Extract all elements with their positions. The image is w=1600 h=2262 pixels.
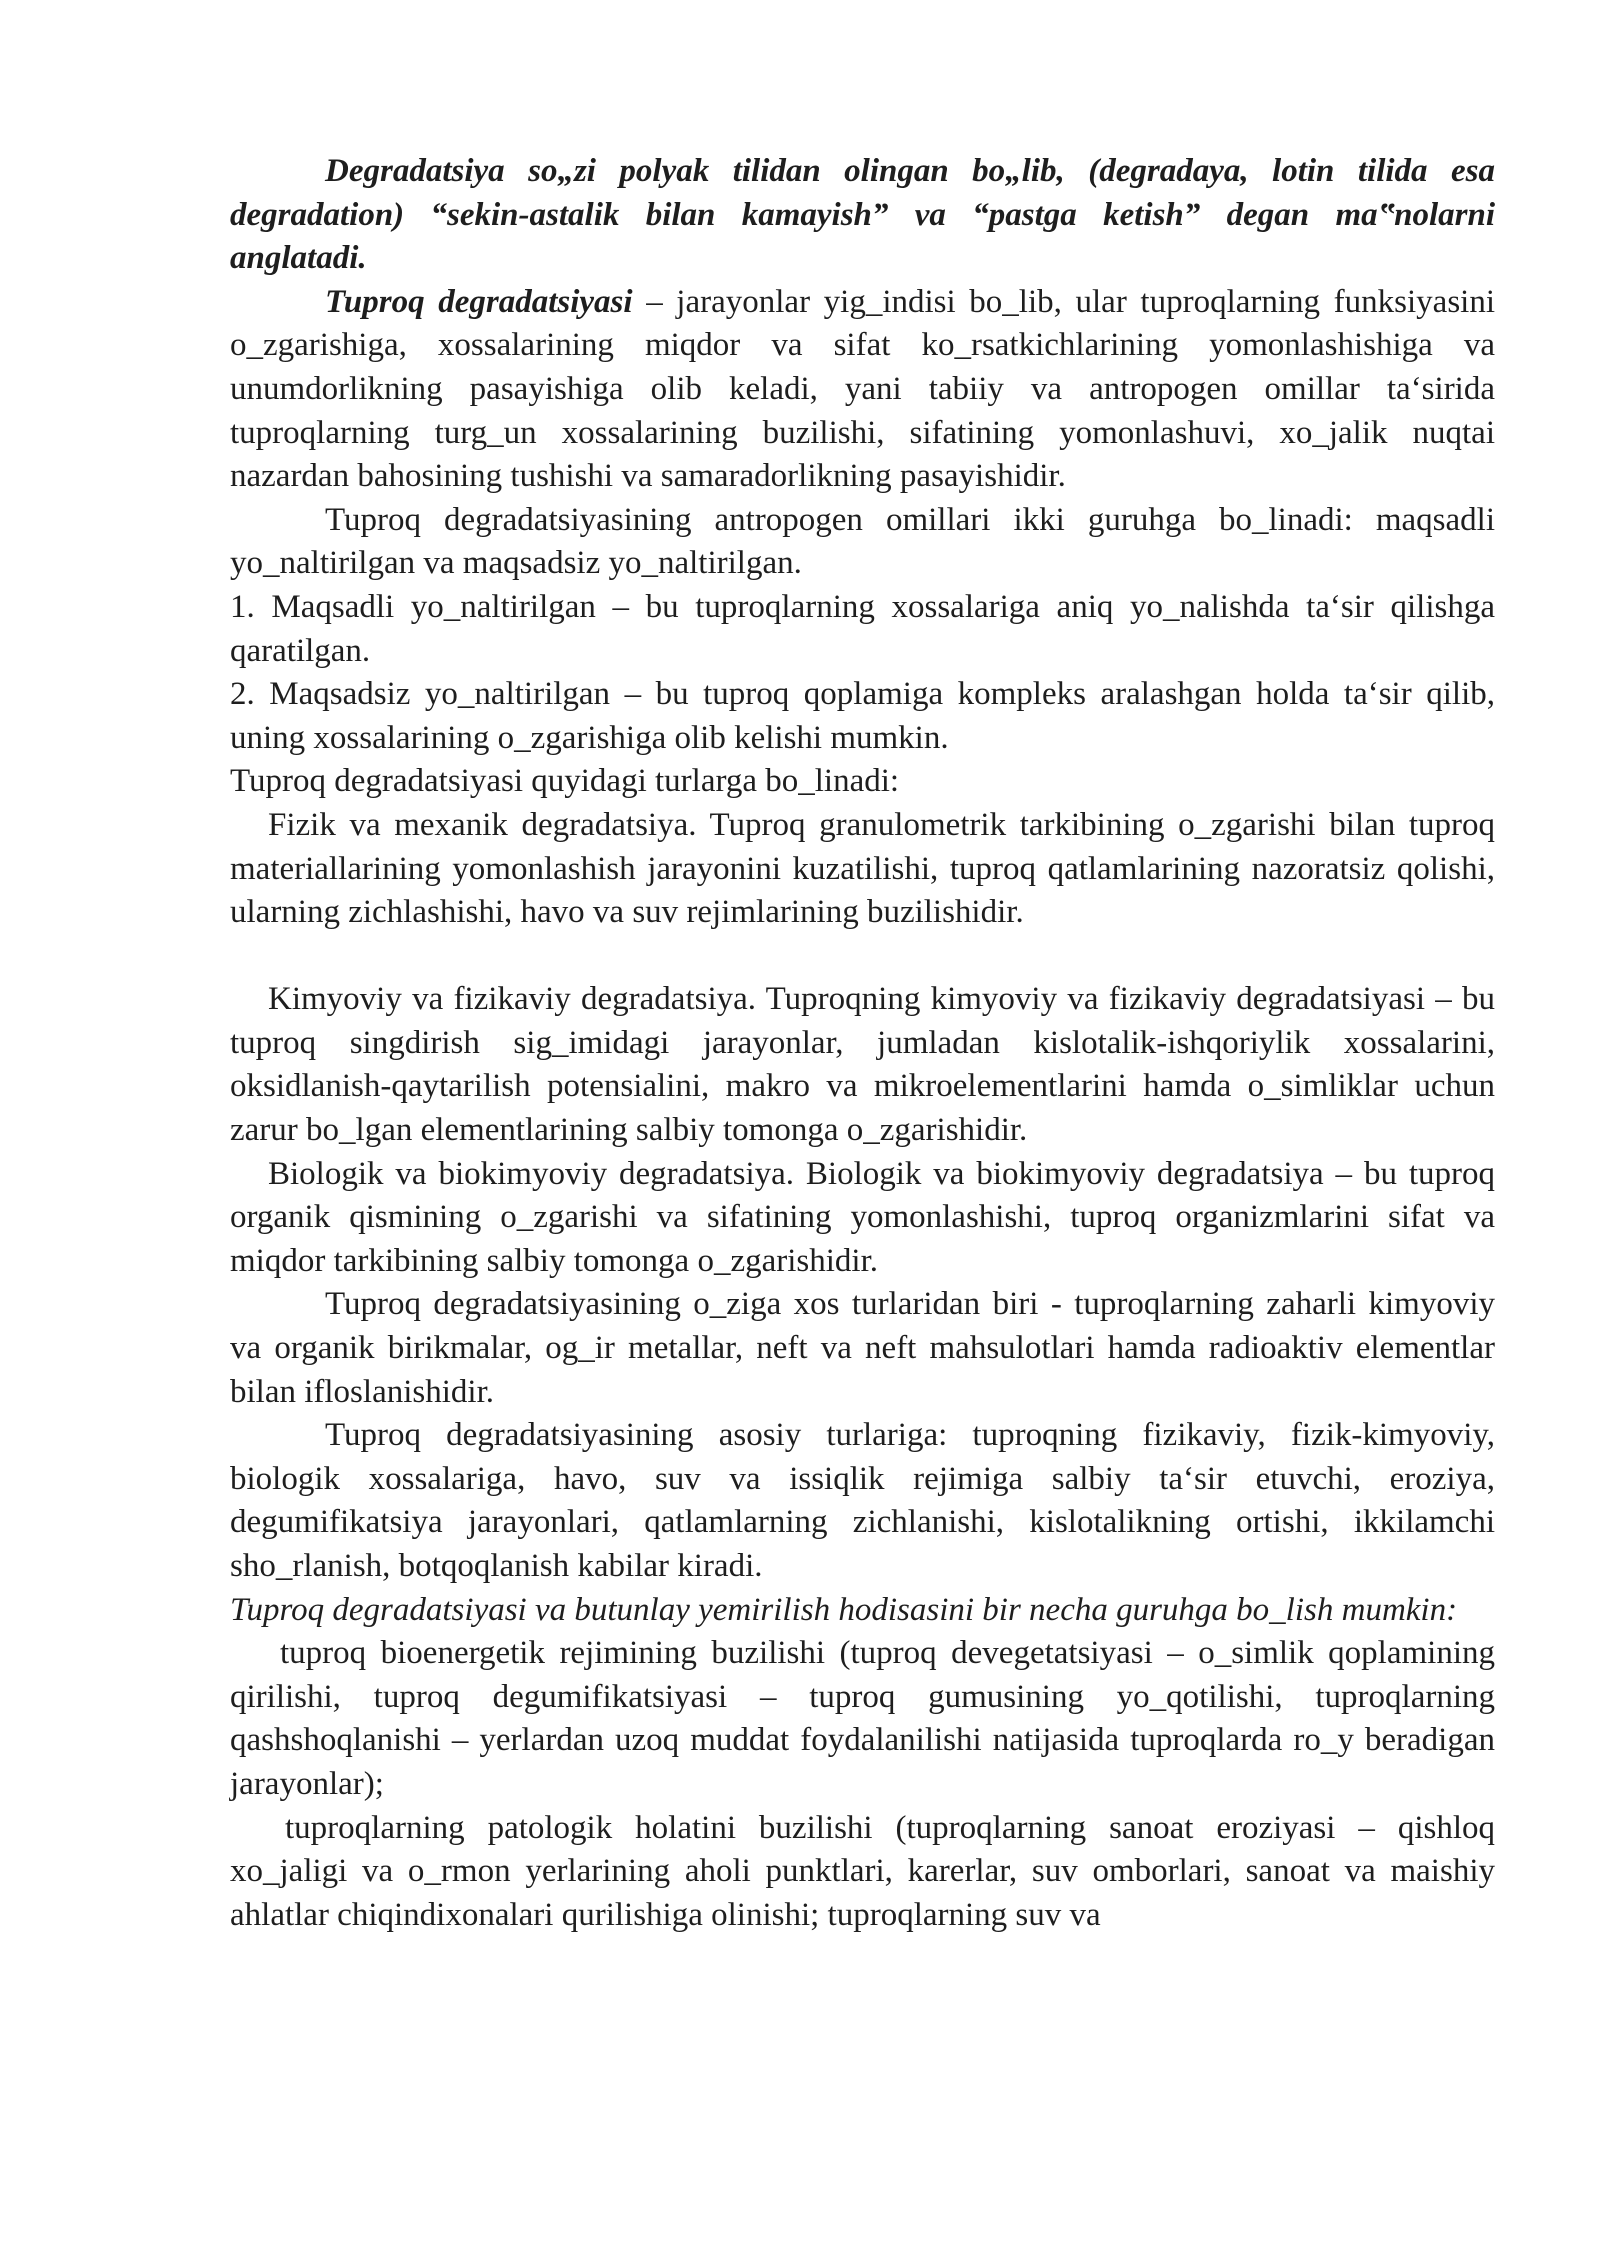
paragraph-kimyoviy-fizikaviy: Kimyoviy va fizikaviy degradatsiya. Tuproqning kimyoviy va fizikaviy degradatsiyasi – bu tuproq singdirish sig_imidagi jarayonlar, jumladan kislotalik-ishqoriylik xossalarini, oksidlanish-qaytarilish potensialini, makro va mikroelementlarini hamda o_simliklar uchun zarur bo_lgan elementlarining salbiy tomonga o_zgarishidir. <box>230 981 1495 1149</box>
paragraph-antropogen-omillar: Tuproq degradatsiyasining antropogen omillari ikki guruhga bo_linadi: maqsadli yo_naltirilgan va maqsadsiz yo_naltirilgan. <box>230 501 1495 582</box>
term-tuproq-degradatsiyasi: Tuproq degradatsiyasi <box>325 283 633 320</box>
list-item-maqsadli: 1. Maqsadli yo_naltirilgan – bu tuproqlarning xossalariga aniq yo_nalishda ta‘sir qilishga qaratilgan. <box>230 588 1495 669</box>
paragraph-tuproq-degradatsiyasi <box>230 281 1495 499</box>
paragraph-degradatsiya-definition: Degradatsiya so„zi polyak tilidan olingan bo„lib, (degradaya, lotin tilida esa degradation) “sekin-astalik bilan kamayish” va “pastga ketish” degan ma‟nolarni anglatadi. <box>230 153 1495 277</box>
paragraph-biologik-biokimyoviy: Biologik va biokimyoviy degradatsiya. Biologik va biokimyoviy degradatsiya – bu tuproq organik qismining o_zgarishi va sifatining yomonlashishi, tuproq organizmlarini sifat va miqdor tarkibining salbiy tomonga o_zgarishidir. <box>230 1155 1495 1279</box>
document-page <box>230 150 1495 1937</box>
paragraph-turlar-intro: Tuproq degradatsiyasi quyidagi turlarga bo_linadi: <box>230 763 900 800</box>
paragraph-text: – jarayonlar yig_indisi bo_lib, ular tuproqlarning funksiyasini o_zgarishiga, xossalarining miqdor va sifat ko_rsatkichlarining yomonlashishiga va unumdorlikning pasayishiga olib keladi, yani tabiiy va antropogen omillar ta‘sirida tuproqlarning turg_un xossalarining buzilishi, sifatining yomonlashuvi, xo_jalik nuqtai nazardan bahosining tushishi va samaradorlikning pasayishidir. <box>230 283 1495 495</box>
paragraph-patologik: tuproqlarning patologik holatini buzilishi (tuproqlarning sanoat eroziyasi – qishloq xo_jaligi va o_rmon yerlarining aholi punktlari, karerlar, suv omborlari, sanoat va maishiy ahlatlar chiqindixonalari qurilishiga olinishi; tuproqlarning suv va <box>230 1809 1495 1933</box>
list-item-maqsadsiz: 2. Maqsadsiz yo_naltirilgan – bu tuproq qoplamiga kompleks aralashgan holda ta‘sir qilib, uning xossalarining o_zgarishiga olib kelishi mumkin. <box>230 676 1495 756</box>
paragraph-asosiy-turlar: Tuproq degradatsiyasining asosiy turlariga: tuproqning fizikaviy, fizik-kimyoviy, biologik xossalariga, havo, suv va issiqlik rejimiga salbiy ta‘sir etuvchi, eroziya, degumifikatsiya jarayonlari, qatlamlarning zichlanishi, kislotalikning ortishi, ikkilamchi sho_rlanish, botqoqlanish kabilar kiradi. <box>230 1417 1495 1584</box>
paragraph-fizik-mexanik: Fizik va mexanik degradatsiya. Tuproq granulometrik tarkibining o_zgarishi bilan tuproq materiallarining yomonlashish jarayonini kuzatilishi, tuproq qatlamlarining nazoratsiz qolishi, ularning zichlashishi, havo va suv rejimlarining buzilishidir. <box>230 806 1495 931</box>
paragraph-ifloslanish: Tuproq degradatsiyasining o_ziga xos turlaridan biri - tuproqlarning zaharli kimyoviy va organik birikmalar, og_ir metallar, neft va neft mahsulotlari hamda radioaktiv elementlar bilan ifloslanishidir. <box>230 1286 1495 1410</box>
paragraph-guruhlar-intro: Tuproq degradatsiyasi va butunlay yemirilish hodisasini bir necha guruhga bo_lish mumkin: <box>230 1591 1458 1628</box>
blank-line <box>230 935 1495 979</box>
paragraph-bioenergetik: tuproq bioenergetik rejimining buzilishi (tuproq devegetatsiyasi – o_simlik qoplamining qirilishi, tuproq degumifikatsiyasi – tuproq gumusining yo_qotilishi, tuproqlarning qashshoqlanishi – yerlardan uzoq muddat foydalanilishi natijasida tuproqlarda ro_y beradigan jarayonlar); <box>230 1635 1495 1802</box>
